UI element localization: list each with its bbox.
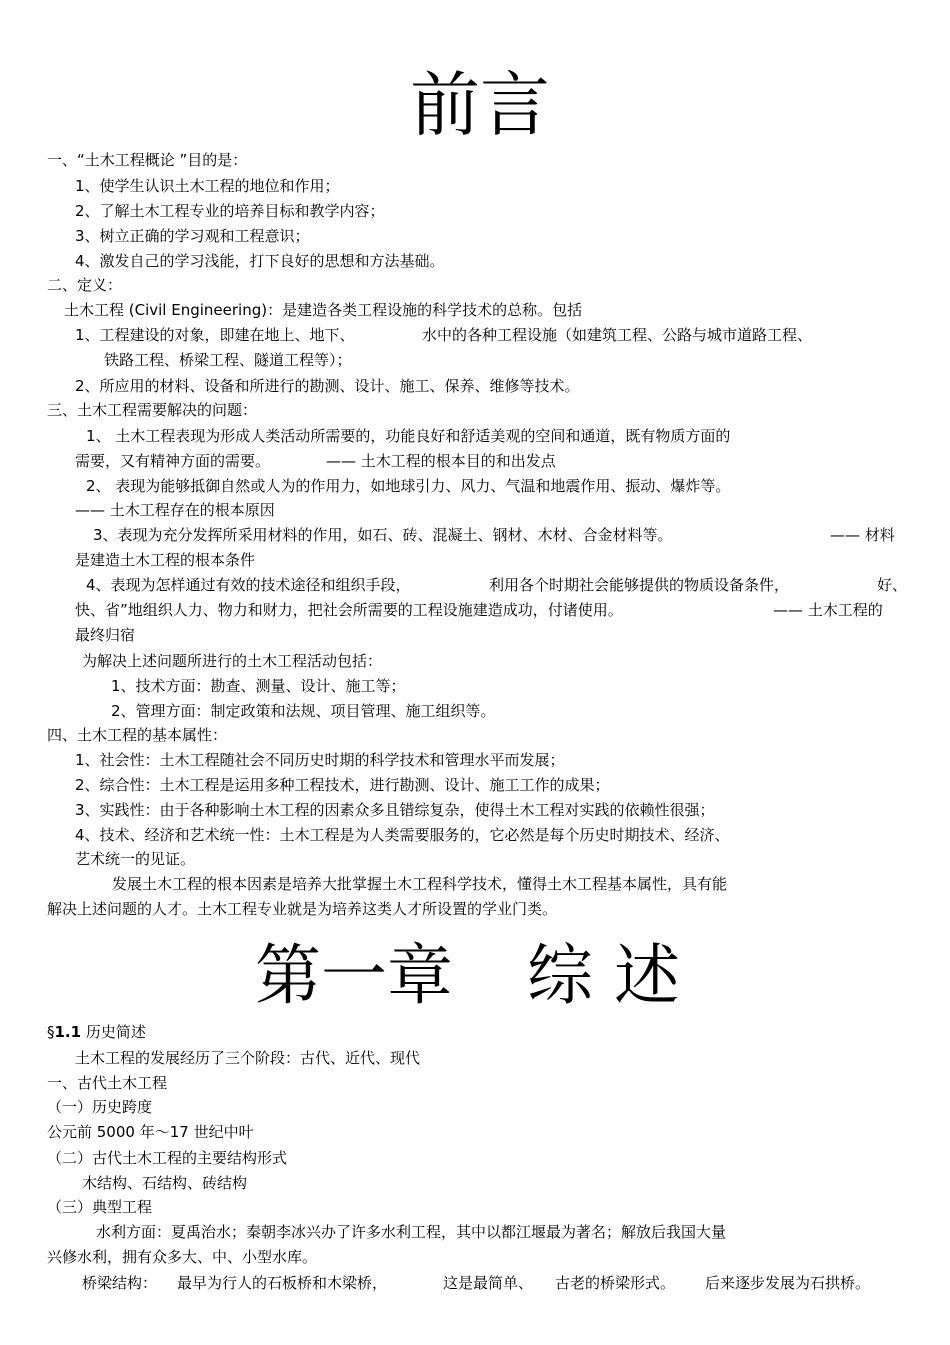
closing-line-a: 发展土木工程的根本因素是培养大批掌握土木工程科学技术，懂得土木工程基本属性，具有能 — [112, 875, 728, 893]
section-3-heading: 三、土木工程需要解决的问题： — [47, 401, 258, 419]
activities-item: 2、管理方面：制定政策和法规、项目管理、施工组织等。 — [111, 702, 496, 720]
section-symbol: § — [47, 1023, 55, 1041]
activities-intro: 为解决上述问题所进行的土木工程活动包括： — [82, 652, 383, 670]
bridge-label: 桥梁结构： — [82, 1274, 158, 1292]
subheading-1: （一）历史跨度 — [47, 1098, 153, 1116]
section-1-heading: 一、“土木工程概论 ”目的是： — [47, 151, 248, 169]
bridge-text-3: 古老的桥梁形式。 — [555, 1274, 676, 1292]
definition-line: 土木工程 (Civil Engineering)：是建造各类工程设施的科学技术的总称。包括 — [64, 301, 583, 319]
problem-4-line-d: 快、省”地组织人力、物力和财力，把社会所需要的工程设施建造成功，付诸使用。 — [75, 601, 623, 619]
chapter-intro: 土木工程的发展经历了三个阶段：古代、近代、现代 — [75, 1049, 421, 1067]
section-1-item: 3、树立正确的学习观和工程意识； — [75, 227, 310, 245]
attribute-item: 3、实践性：由于各种影响土木工程的因素众多且错综复杂，使得土木工程对实践的依赖性很强； — [75, 801, 715, 819]
section-1-item: 1、使学生认识土木工程的地位和作用； — [75, 177, 340, 195]
activities-item: 1、技术方面：勘查、测量、设计、施工等； — [111, 677, 406, 695]
ancient-heading: 一、古代土木工程 — [47, 1074, 168, 1092]
problem-4-line-c: 好、 — [877, 576, 908, 594]
problem-4-note: —— 土木工程的 — [773, 601, 883, 619]
attribute-item: 4、技术、经济和艺术统一性：土木工程是为人类需要服务的，它必然是每个历史时期技术、经济、 — [75, 826, 730, 844]
problem-3-note: —— 材料 — [830, 526, 895, 544]
definition-item-1a: 1、工程建设的对象，即建在地上、地下、 — [75, 326, 355, 344]
section-4-heading: 四、土木工程的基本属性： — [47, 726, 228, 744]
closing-line-b: 解决上述问题的人才。土木工程专业就是为培养这类人才所设置的学业门类。 — [47, 900, 558, 918]
problem-4-line-b: 利用各个时期社会能够提供的物质设备条件， — [489, 576, 790, 594]
section-title: 历史简述 — [85, 1023, 146, 1041]
chapter-title-number: 第一章 — [255, 937, 453, 1014]
problem-4-line-a: 4、表现为怎样通过有效的技术途径和组织手段， — [86, 576, 411, 594]
water-line-b: 兴修水利，拥有众多大、中、小型水库。 — [47, 1248, 318, 1266]
section-1-item: 2、了解土木工程专业的培养目标和教学内容； — [75, 202, 385, 220]
section-heading — [47, 1022, 146, 1042]
section-number: 1.1 — [54, 1023, 82, 1041]
bridge-text-2: 这是最简单、 — [443, 1274, 534, 1292]
problem-4-line-f: 最终归宿 — [75, 626, 136, 644]
attribute-item: 2、综合性：土木工程是运用多种工程技术，进行勘测、设计、施工工作的成果； — [75, 776, 610, 794]
bridge-text-4: 后来逐步发展为石拱桥。 — [705, 1274, 871, 1292]
attribute-item-4-cont: 艺术统一的见证。 — [75, 850, 196, 868]
history-span: 公元前 5000 年～17 世纪中叶 — [47, 1123, 254, 1141]
section-2-heading: 二、定义： — [47, 276, 123, 294]
definition-item-2: 2、所应用的材料、设备和所进行的勘测、设计、施工、保养、维修等技术。 — [75, 377, 580, 395]
problem-1-line-b: 需要，又有精神方面的需要。 — [75, 452, 271, 470]
section-1-item: 4、激发自己的学习浅能，打下良好的思想和方法基础。 — [75, 252, 445, 270]
problem-2-line-a: 2、 表现为能够抵御自然或人为的作用力，如地球引力、风力、气温和地震作用、振动、爆炸等。 — [86, 477, 731, 495]
subheading-3: （三）典型工程 — [47, 1198, 153, 1216]
problem-2-note: —— 土木工程存在的根本原因 — [75, 501, 275, 519]
preface-title: 前言 — [410, 64, 550, 146]
bridge-text-1: 最早为行人的石板桥和木梁桥， — [177, 1274, 388, 1292]
structure-forms: 木结构、石结构、砖结构 — [82, 1174, 248, 1192]
attribute-item: 1、社会性：土木工程随社会不同历史时期的科学技术和管理水平而发展； — [75, 751, 565, 769]
definition-item-1b: 水中的各种工程设施（如建筑工程、公路与城市道路工程、 — [422, 326, 813, 344]
problem-1-note: —— 土木工程的根本目的和出发点 — [326, 452, 556, 470]
chapter-title-name: 综 述 — [527, 937, 680, 1014]
definition-item-1c: 铁路工程、桥梁工程、隧道工程等）； — [104, 351, 352, 369]
subheading-2: （二）古代土木工程的主要结构形式 — [47, 1149, 288, 1167]
problem-3-line-b: 是建造土木工程的根本条件 — [75, 551, 256, 569]
water-line-a: 水利方面：夏禹治水；秦朝李冰兴办了许多水利工程，其中以都江堰最为著名；解放后我国大量 — [96, 1223, 727, 1241]
problem-3-line-a: 3、表现为充分发挥所采用材料的作用，如石、砖、混凝土、钢材、木材、合金材料等。 — [93, 526, 673, 544]
problem-1-line-a: 1、 土木工程表现为形成人类活动所需要的，功能良好和舒适美观的空间和通道，既有物质方面的 — [86, 427, 731, 445]
